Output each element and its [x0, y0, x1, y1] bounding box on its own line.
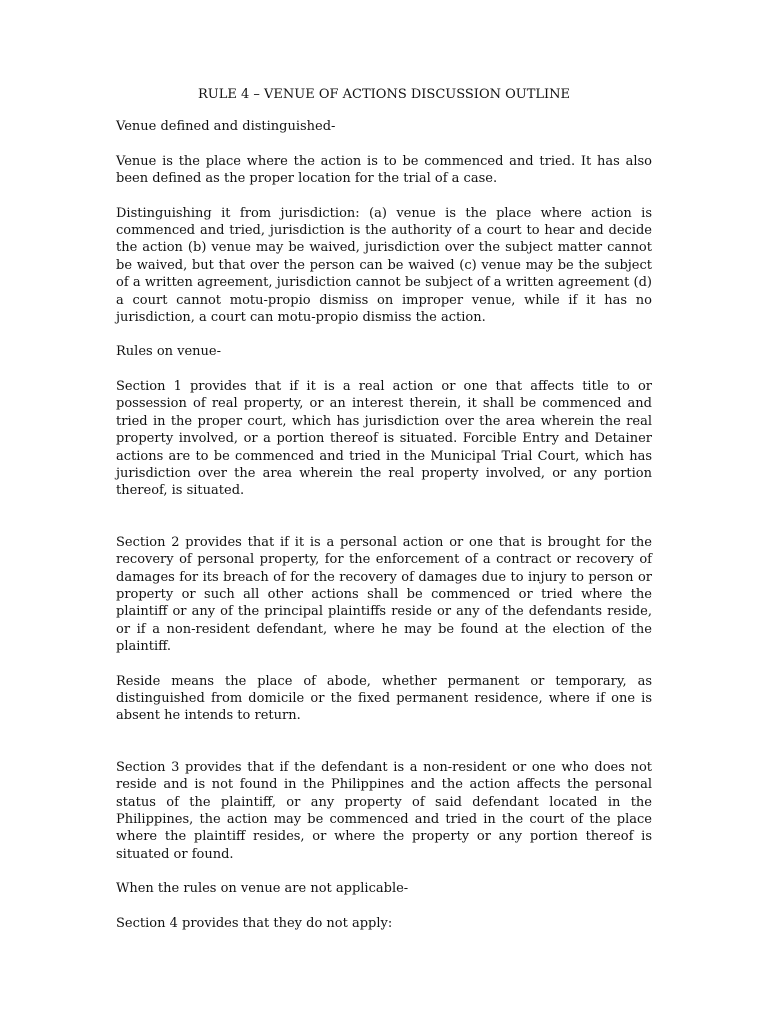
- document-title: RULE 4 – VENUE OF ACTIONS DISCUSSION OUTLINE: [197, 87, 571, 102]
- paragraph-reside-definition: Reside means the place of abode, whether permanent or temporary, as distinguished from domicile or the fixed permanent residence, where if one is absent he intends to return.: [116, 673, 652, 724]
- heading-rules-on-venue: Rules on venue-: [116, 344, 222, 360]
- paragraph-section-1: Section 1 provides that if it is a real action or one that affects title to or possession of real property, or an interest therein, it shall be commenced and tried in the proper court, which has jurisdiction over the area wherein the real property involved, or a portion thereof is situated. Forcible Entry and Detainer actions are to be commenced and tried in the Municipal Trial Court, which has jurisdiction over the area wherein the real property involved, or any portion thereof, is situated.: [116, 378, 652, 499]
- document-page: [116, 86, 652, 949]
- paragraph-section-4: Section 4 provides that they do not apply:: [116, 915, 393, 931]
- paragraph-venue-definition: Venue is the place where the action is to be commenced and tried. It has also been defined as the proper location for the trial of a case.: [116, 153, 652, 187]
- paragraph-section-2: Section 2 provides that if it is a personal action or one that is brought for the recovery of personal property, for the enforcement of a contract or recovery of damages for its breach of for the recovery of damages due to injury to person or property or such all other actions shall be commenced or tried where the plaintiff or any of the principal plaintiffs reside or any of the defendants reside, or if a non-resident defendant, where he may be found at the election of the plaintiff.: [116, 534, 652, 655]
- paragraph-section-3: Section 3 provides that if the defendant is a non-resident or one who does not reside and is not found in the Philippines and the action affects the personal status of the plaintiff, or any property of said defendant located in the Philippines, the action may be commenced and tried in the court of the place where the plaintiff resides, or where the property or any portion thereof is situated or found.: [116, 759, 652, 862]
- paragraph-distinguishing-jurisdiction: Distinguishing it from jurisdiction: (a) venue is the place where action is commenced and tried, jurisdiction is the authority of a court to hear and decide the action (b) venue may be waived, jurisdiction over the subject matter cannot be waived, but that over the person can be waived (c) venue may be the subject of a written agreement, jurisdiction cannot be subject of a written agreement (d) a court cannot motu-propio dismiss on improper venue, while if it has no jurisdiction, a court can motu-propio dismiss the action.: [116, 205, 652, 326]
- heading-venue-defined: Venue defined and distinguished-: [116, 119, 336, 135]
- heading-rules-not-applicable: When the rules on venue are not applicable-: [116, 881, 409, 897]
